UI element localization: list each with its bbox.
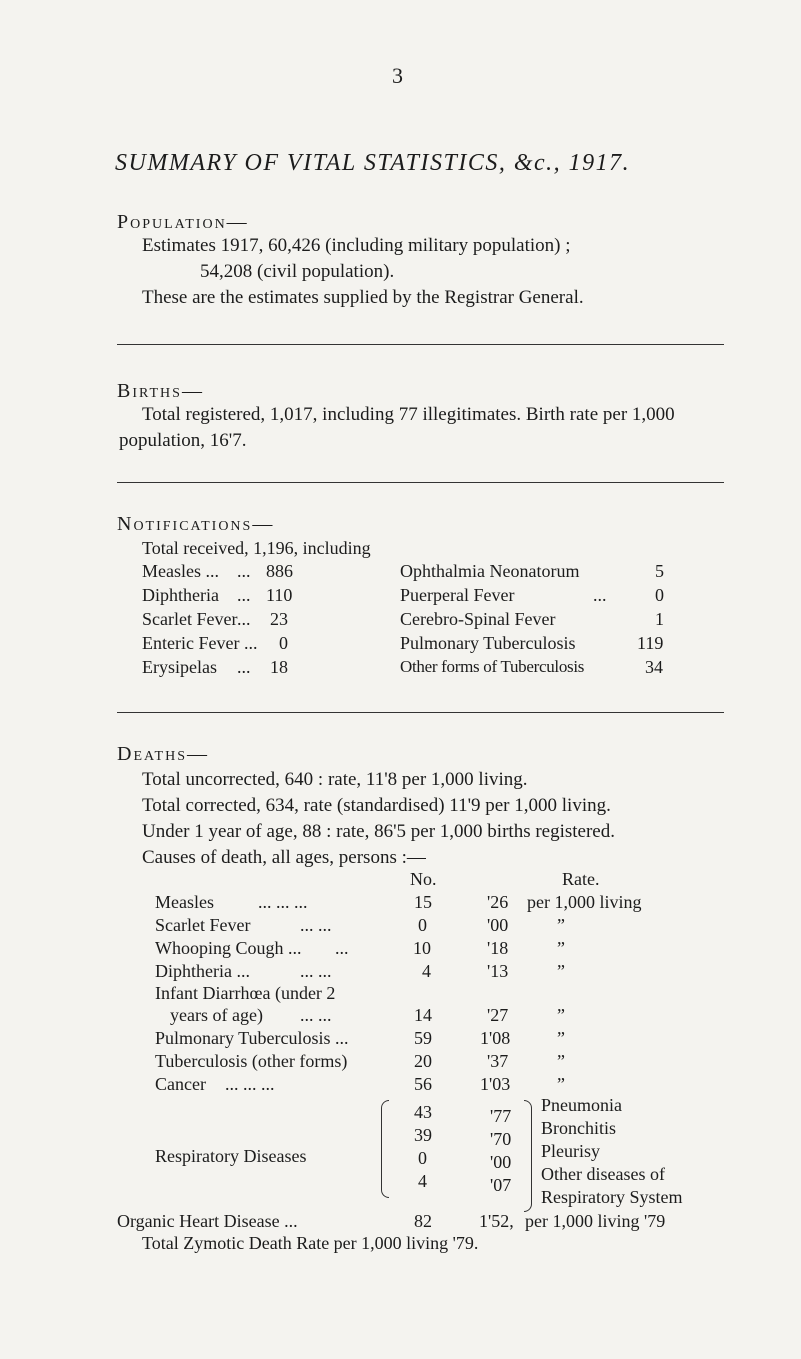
disease-name: Bronchitis (541, 1118, 616, 1138)
notification-name: Puerperal Fever (400, 585, 515, 605)
notification-count: 0 (655, 585, 664, 605)
leader-dots: ... ... ... (225, 1074, 275, 1094)
death-rate: '77 (490, 1106, 512, 1126)
notification-name: Pulmonary Tuberculosis (400, 633, 576, 653)
notification-name: Cerebro-Spinal Fever (400, 609, 556, 629)
deaths-line-2: Total corrected, 634, rate (standardised) 11'9 per 1,000 living. (142, 795, 611, 816)
cause-name: Pulmonary Tuberculosis ... (155, 1028, 349, 1048)
death-rate: '00 (487, 915, 509, 935)
leader-dots: ... ... ... (258, 892, 308, 912)
population-line-1: Estimates 1917, 60,426 (including military population) ; (142, 235, 571, 256)
cause-name: Whooping Cough ... (155, 938, 302, 958)
leader-dots: ... ... (300, 915, 332, 935)
leader-dots: ... (593, 585, 607, 605)
death-rate: '37 (487, 1051, 509, 1071)
disease-name: Pleurisy (541, 1141, 601, 1161)
document-title: SUMMARY OF VITAL STATISTICS, &c., 1917. (115, 150, 631, 176)
death-rate: '26 (487, 892, 509, 912)
zymotic-rate-line: Total Zymotic Death Rate per 1,000 living '79. (142, 1233, 479, 1253)
cause-name: Cancer (155, 1074, 206, 1094)
notification-count: 0 (279, 633, 288, 653)
deaths-heading: Deaths— (117, 743, 210, 765)
death-count: 10 (413, 938, 431, 958)
rate-unit: per 1,000 living (527, 892, 642, 912)
divider (117, 344, 724, 345)
death-count: 15 (414, 892, 432, 912)
death-rate: '70 (490, 1129, 512, 1149)
leader-dots: ... (335, 938, 349, 958)
death-rate: '13 (487, 961, 509, 981)
leader-dots: ... ... (300, 1005, 332, 1025)
ditto-mark: ” (557, 1074, 565, 1094)
death-count: 4 (422, 961, 431, 981)
deaths-line-3: Under 1 year of age, 88 : rate, 86'5 per 1,000 births registered. (142, 821, 615, 842)
death-rate: 1'52, (479, 1211, 514, 1231)
death-rate: 1'03 (480, 1074, 511, 1094)
right-brace (524, 1100, 532, 1212)
disease-name: Respiratory System (541, 1187, 683, 1207)
death-rate: '18 (487, 938, 509, 958)
leader-dots: ... (237, 657, 251, 677)
cause-name: Infant Diarrhœa (under 2 (155, 983, 336, 1003)
divider (117, 712, 724, 713)
rate-unit: per 1,000 living '79 (525, 1211, 666, 1231)
leader-dots: ... (237, 561, 251, 581)
notification-name: Other forms of Tuberculosis (400, 657, 585, 676)
cause-name: years of age) (170, 1005, 263, 1025)
population-line-3: These are the estimates supplied by the Registrar General. (142, 287, 584, 308)
ditto-mark: ” (557, 1005, 565, 1025)
disease-name: Pneumonia (541, 1095, 622, 1115)
death-count: 39 (414, 1125, 432, 1145)
death-count: 20 (414, 1051, 432, 1071)
column-header-no: No. (410, 869, 437, 889)
disease-name: Other diseases of (541, 1164, 665, 1184)
cause-name: Measles (155, 892, 214, 912)
ditto-mark: ” (557, 961, 565, 981)
death-rate: '00 (490, 1152, 512, 1172)
population-line-2: 54,208 (civil population). (200, 261, 395, 282)
notification-name: Measles ... (142, 561, 219, 581)
notification-name: Erysipelas (142, 657, 217, 677)
notifications-intro: Total received, 1,196, including (142, 538, 371, 558)
death-count: 56 (414, 1074, 432, 1094)
notification-count: 23 (270, 609, 288, 629)
divider (117, 482, 724, 483)
births-line-1: Total registered, 1,017, including 77 illegitimates. Birth rate per 1,000 (142, 404, 675, 425)
death-count: 4 (418, 1171, 427, 1191)
population-heading: Population— (117, 211, 249, 233)
births-line-2: population, 16'7. (119, 430, 247, 451)
death-rate: 1'08 (480, 1028, 511, 1048)
cause-name: Scarlet Fever (155, 915, 251, 935)
births-heading: Births— (117, 380, 204, 402)
notification-count: 110 (266, 585, 293, 605)
notification-name: Ophthalmia Neonatorum (400, 561, 580, 581)
ditto-mark: ” (557, 1051, 565, 1071)
respiratory-label: Respiratory Diseases (155, 1146, 307, 1166)
death-count: 82 (414, 1211, 432, 1231)
notification-count: 34 (645, 657, 663, 677)
notification-name: Scarlet Fever (142, 609, 238, 629)
death-count: 59 (414, 1028, 432, 1048)
death-count: 0 (418, 915, 427, 935)
notification-count: 5 (655, 561, 664, 581)
left-brace (381, 1100, 389, 1198)
column-header-rate: Rate. (562, 869, 600, 889)
leader-dots: ... (237, 609, 251, 629)
notification-count: 1 (655, 609, 664, 629)
deaths-line-4: Causes of death, all ages, persons :— (142, 847, 426, 868)
death-count: 0 (418, 1148, 427, 1168)
notification-count: 119 (637, 633, 664, 653)
death-rate: '27 (487, 1005, 509, 1025)
cause-name: Diphtheria ... (155, 961, 250, 981)
death-count: 43 (414, 1102, 432, 1122)
ditto-mark: ” (557, 938, 565, 958)
cause-name: Organic Heart Disease ... (117, 1211, 298, 1231)
notification-count: 886 (266, 561, 293, 581)
death-count: 14 (414, 1005, 432, 1025)
notification-count: 18 (270, 657, 288, 677)
deaths-line-1: Total uncorrected, 640 : rate, 11'8 per 1,000 living. (142, 769, 528, 790)
death-rate: '07 (490, 1175, 512, 1195)
cause-name: Tuberculosis (other forms) (155, 1051, 348, 1071)
notification-name: Enteric Fever ... (142, 633, 258, 653)
notifications-heading: Notifications— (117, 513, 275, 535)
leader-dots: ... (237, 585, 251, 605)
leader-dots: ... ... (300, 961, 332, 981)
ditto-mark: ” (557, 915, 565, 935)
ditto-mark: ” (557, 1028, 565, 1048)
page-number: 3 (392, 63, 403, 88)
notification-name: Diphtheria (142, 585, 219, 605)
